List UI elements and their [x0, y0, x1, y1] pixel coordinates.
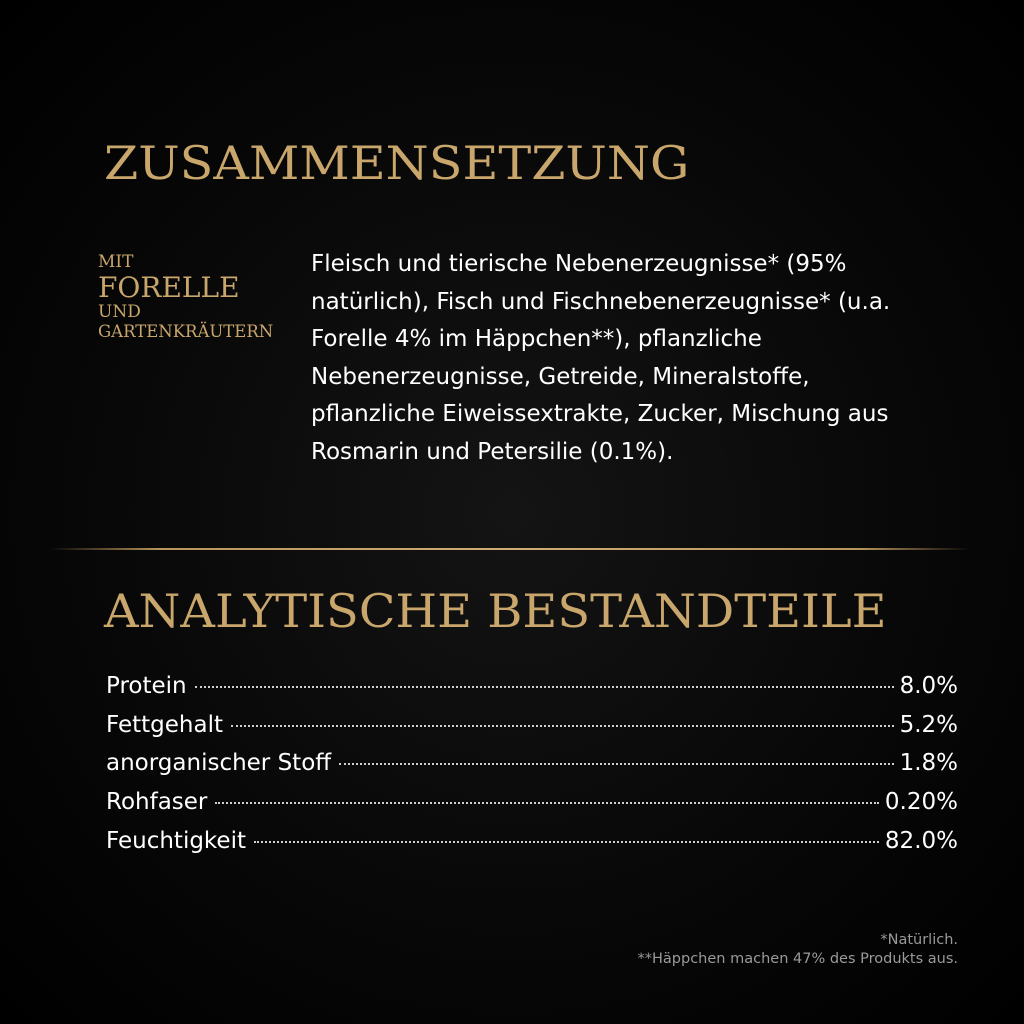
analytic-heading: ANALYTISCHE BESTANDTEILE [104, 584, 887, 638]
analytic-row-protein [106, 673, 958, 712]
ingredients-text: Fleisch und tierische Nebenerzeugnisse* (95% natürlich), Fisch und Fischnebenerzeugnisse* (u.a. Forelle 4% im Häppchen**), pflanzliche Nebenerzeugnisse, Getreide, Mineralstoffe, pflanzliche Eiweissextrakte, Zucker, Mischung aus Rosmarin und Petersilie (0.1%). [311, 251, 891, 465]
analytic-row-feuchtigkeit [106, 828, 958, 867]
dot-leader [339, 763, 893, 765]
variety-label [98, 254, 273, 341]
analytic-row-name: Feuchtigkeit [106, 827, 246, 854]
footnote-natural: *Natürlich. [880, 932, 958, 948]
dot-leader [254, 841, 879, 843]
section-divider [50, 548, 970, 550]
dot-leader [215, 802, 879, 804]
analytic-row-value: 5.2% [899, 711, 958, 738]
analytic-row-value: 82.0% [884, 827, 958, 854]
variety-line-gartenkraeutern: GARTENKRÄUTERN [98, 322, 274, 341]
analytic-row-name: anorganischer Stoff [106, 750, 332, 777]
analytic-row-fettgehalt [106, 712, 958, 751]
analytic-row-name: Fettgehalt [106, 711, 223, 738]
dot-leader [231, 725, 894, 727]
dot-leader [195, 686, 894, 688]
analytic-row-name: Protein [106, 673, 187, 699]
analytic-constituents-list [106, 673, 958, 866]
analytic-row-anorganischer-stoff [106, 750, 958, 789]
variety-line-und: UND [98, 302, 141, 322]
footnote-chunks: **Häppchen machen 47% des Produkts aus. [637, 951, 958, 967]
composition-heading: ZUSAMMENSETZUNG [104, 136, 690, 190]
analytic-row-value: 0.20% [884, 789, 958, 816]
analytic-row-name: Rohfaser [106, 789, 208, 816]
variety-line-forelle: FORELLE [98, 271, 240, 304]
analytic-row-value: 8.0% [899, 673, 958, 699]
analytic-row-rohfaser [106, 789, 958, 828]
analytic-row-value: 1.8% [899, 750, 958, 777]
footnotes [638, 931, 958, 969]
variety-line-mit: MIT [98, 252, 134, 272]
